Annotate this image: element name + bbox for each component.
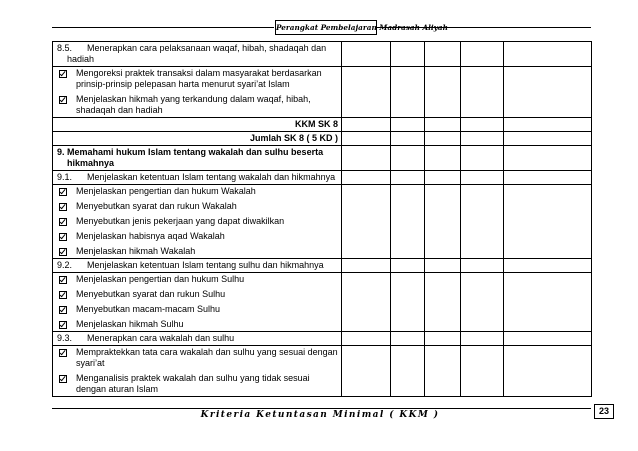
checkbox-icon — [59, 349, 67, 357]
blank-cell — [342, 259, 391, 273]
row-indicators-8-5-text — [53, 67, 342, 118]
checkbox-icon — [59, 70, 67, 78]
blank-cell — [342, 42, 391, 67]
kd-number: 8.5. — [57, 43, 73, 53]
row-indicators-9-1 — [53, 185, 592, 259]
row-sk9 — [53, 146, 592, 171]
checkbox-icon — [59, 96, 67, 104]
blank-cell — [425, 273, 461, 332]
blank-cell — [391, 332, 425, 346]
indicator-text: Mengoreksi praktek transaksi dalam masyarakat berdasarkan prinsip-prinsip pelepasan harta menurut syari’at Islam — [76, 68, 322, 89]
blank-cell — [425, 346, 461, 397]
blank-cell — [504, 171, 592, 185]
kd-number: 9.2. — [57, 260, 73, 270]
row-indicators-9-3 — [53, 346, 592, 397]
blank-cell — [425, 185, 461, 259]
row-indicators-9-2 — [53, 273, 592, 332]
blank-cell — [425, 171, 461, 185]
indicator-text: Menjelaskan habisnya aqad Wakalah — [76, 231, 225, 241]
row-jumlah-sk8 — [53, 132, 592, 146]
blank-cell — [461, 332, 504, 346]
blank-cell — [391, 42, 425, 67]
row-kd-9-2-text — [53, 259, 342, 273]
blank-cell — [391, 185, 425, 259]
blank-cell — [391, 67, 425, 118]
blank-cell — [504, 346, 592, 397]
blank-cell — [342, 146, 391, 171]
indicator-text: Menyebutkan syarat dan rukun Sulhu — [76, 289, 226, 299]
blank-cell — [461, 67, 504, 118]
checkbox-icon — [59, 233, 67, 241]
checkbox-icon — [59, 321, 67, 329]
blank-cell — [425, 146, 461, 171]
kd-text: Menjelaskan ketentuan Islam tentang wakalah dan hikmahnya — [87, 172, 336, 182]
blank-cell — [461, 259, 504, 273]
header-rule-left — [52, 27, 274, 28]
blank-cell — [461, 346, 504, 397]
indicator-text: Mempraktekkan tata cara wakalah dan sulhu yang sesuai dengan syari’at — [76, 347, 338, 368]
row-kd-8-5-text — [53, 42, 342, 67]
checkbox-icon — [59, 306, 67, 314]
row-indicators-8-5 — [53, 67, 592, 118]
blank-cell — [425, 67, 461, 118]
sk-title-cont: hikmahnya — [67, 158, 115, 168]
checkbox-icon — [59, 248, 67, 256]
row-jumlah-sk8-text — [53, 132, 342, 146]
row-indicators-9-3-text — [53, 346, 342, 397]
blank-cell — [425, 332, 461, 346]
indicator-text: Menjelaskan hikmah yang terkandung dalam waqaf, hibah, shadaqah dan hadiah — [76, 94, 311, 115]
blank-cell — [504, 259, 592, 273]
blank-cell — [342, 132, 391, 146]
checkbox-icon — [59, 203, 67, 211]
blank-cell — [391, 118, 425, 132]
row-kd-8-5 — [53, 42, 592, 67]
indicator-text: Menyebutkan syarat dan rukun Wakalah — [76, 201, 237, 211]
row-kd-9-2 — [53, 259, 592, 273]
blank-cell — [461, 118, 504, 132]
blank-cell — [425, 42, 461, 67]
kd-number: 9.1. — [57, 172, 73, 182]
header-title: Perangkat Pembelajaran Madrasah Aliyah — [275, 20, 377, 35]
blank-cell — [461, 171, 504, 185]
row-kd-9-3-text — [53, 332, 342, 346]
blank-cell — [391, 346, 425, 397]
checkbox-icon — [59, 218, 67, 226]
footer-title: Kriteria Ketuntasan Minimal ( KKM ) — [200, 410, 440, 420]
blank-cell — [342, 67, 391, 118]
blank-cell — [504, 118, 592, 132]
row-sk9-text — [53, 146, 342, 171]
blank-cell — [391, 273, 425, 332]
indicator-text: Menjelaskan pengertian dan hukum Wakalah — [76, 186, 256, 196]
jumlah-label: Jumlah SK 8 ( 5 KD ) — [249, 133, 338, 143]
blank-cell — [391, 146, 425, 171]
indicator-text: Menjelaskan hikmah Wakalah — [76, 246, 196, 256]
sk-title: 9. Memahami hukum Islam tentang wakalah dan sulhu beserta — [57, 147, 324, 157]
blank-cell — [342, 185, 391, 259]
blank-cell — [425, 132, 461, 146]
blank-cell — [342, 273, 391, 332]
blank-cell — [504, 132, 592, 146]
blank-cell — [461, 146, 504, 171]
blank-cell — [342, 118, 391, 132]
blank-cell — [461, 273, 504, 332]
row-kkm-sk8 — [53, 118, 592, 132]
checkbox-icon — [59, 375, 67, 383]
blank-cell — [504, 42, 592, 67]
indicator-text: Menyebutkan macam-macam Sulhu — [76, 304, 221, 314]
indicator-text: Menyebutkan jenis pekerjaan yang dapat diwakilkan — [76, 216, 285, 226]
blank-cell — [504, 185, 592, 259]
blank-cell — [461, 185, 504, 259]
blank-cell — [391, 132, 425, 146]
blank-cell — [504, 67, 592, 118]
kd-text-cont: hadiah — [67, 54, 95, 64]
row-kd-9-1 — [53, 171, 592, 185]
blank-cell — [391, 259, 425, 273]
blank-cell — [391, 171, 425, 185]
row-kd-9-3 — [53, 332, 592, 346]
footer-rule — [52, 408, 591, 409]
indicator-text: Menganalisis praktek wakalah dan sulhu yang tidak sesuai dengan aturan Islam — [76, 373, 310, 394]
row-kkm-sk8-text — [53, 118, 342, 132]
checkbox-icon — [59, 188, 67, 196]
page-number: 23 — [594, 404, 614, 419]
kkm-table — [52, 41, 592, 397]
indicator-text: Menjelaskan pengertian dan hukum Sulhu — [76, 274, 245, 284]
row-indicators-9-1-text — [53, 185, 342, 259]
blank-cell — [461, 132, 504, 146]
blank-cell — [504, 273, 592, 332]
blank-cell — [504, 146, 592, 171]
blank-cell — [504, 332, 592, 346]
kd-text: Menerapkan cara wakalah dan sulhu — [87, 333, 235, 343]
blank-cell — [461, 42, 504, 67]
row-kd-9-1-text — [53, 171, 342, 185]
kd-text: Menerapkan cara pelaksanaan waqaf, hibah, shadaqah dan — [87, 43, 327, 53]
checkbox-icon — [59, 276, 67, 284]
blank-cell — [342, 171, 391, 185]
checkbox-icon — [59, 291, 67, 299]
blank-cell — [425, 259, 461, 273]
blank-cell — [425, 118, 461, 132]
blank-cell — [342, 332, 391, 346]
indicator-text: Menjelaskan hikmah Sulhu — [76, 319, 184, 329]
kd-number: 9.3. — [57, 333, 73, 343]
header-rule-right — [377, 27, 591, 28]
kd-text: Menjelaskan ketentuan Islam tentang sulhu dan hikmahnya — [87, 260, 324, 270]
row-indicators-9-2-text — [53, 273, 342, 332]
blank-cell — [342, 346, 391, 397]
kkm-label: KKM SK 8 — [294, 119, 338, 129]
